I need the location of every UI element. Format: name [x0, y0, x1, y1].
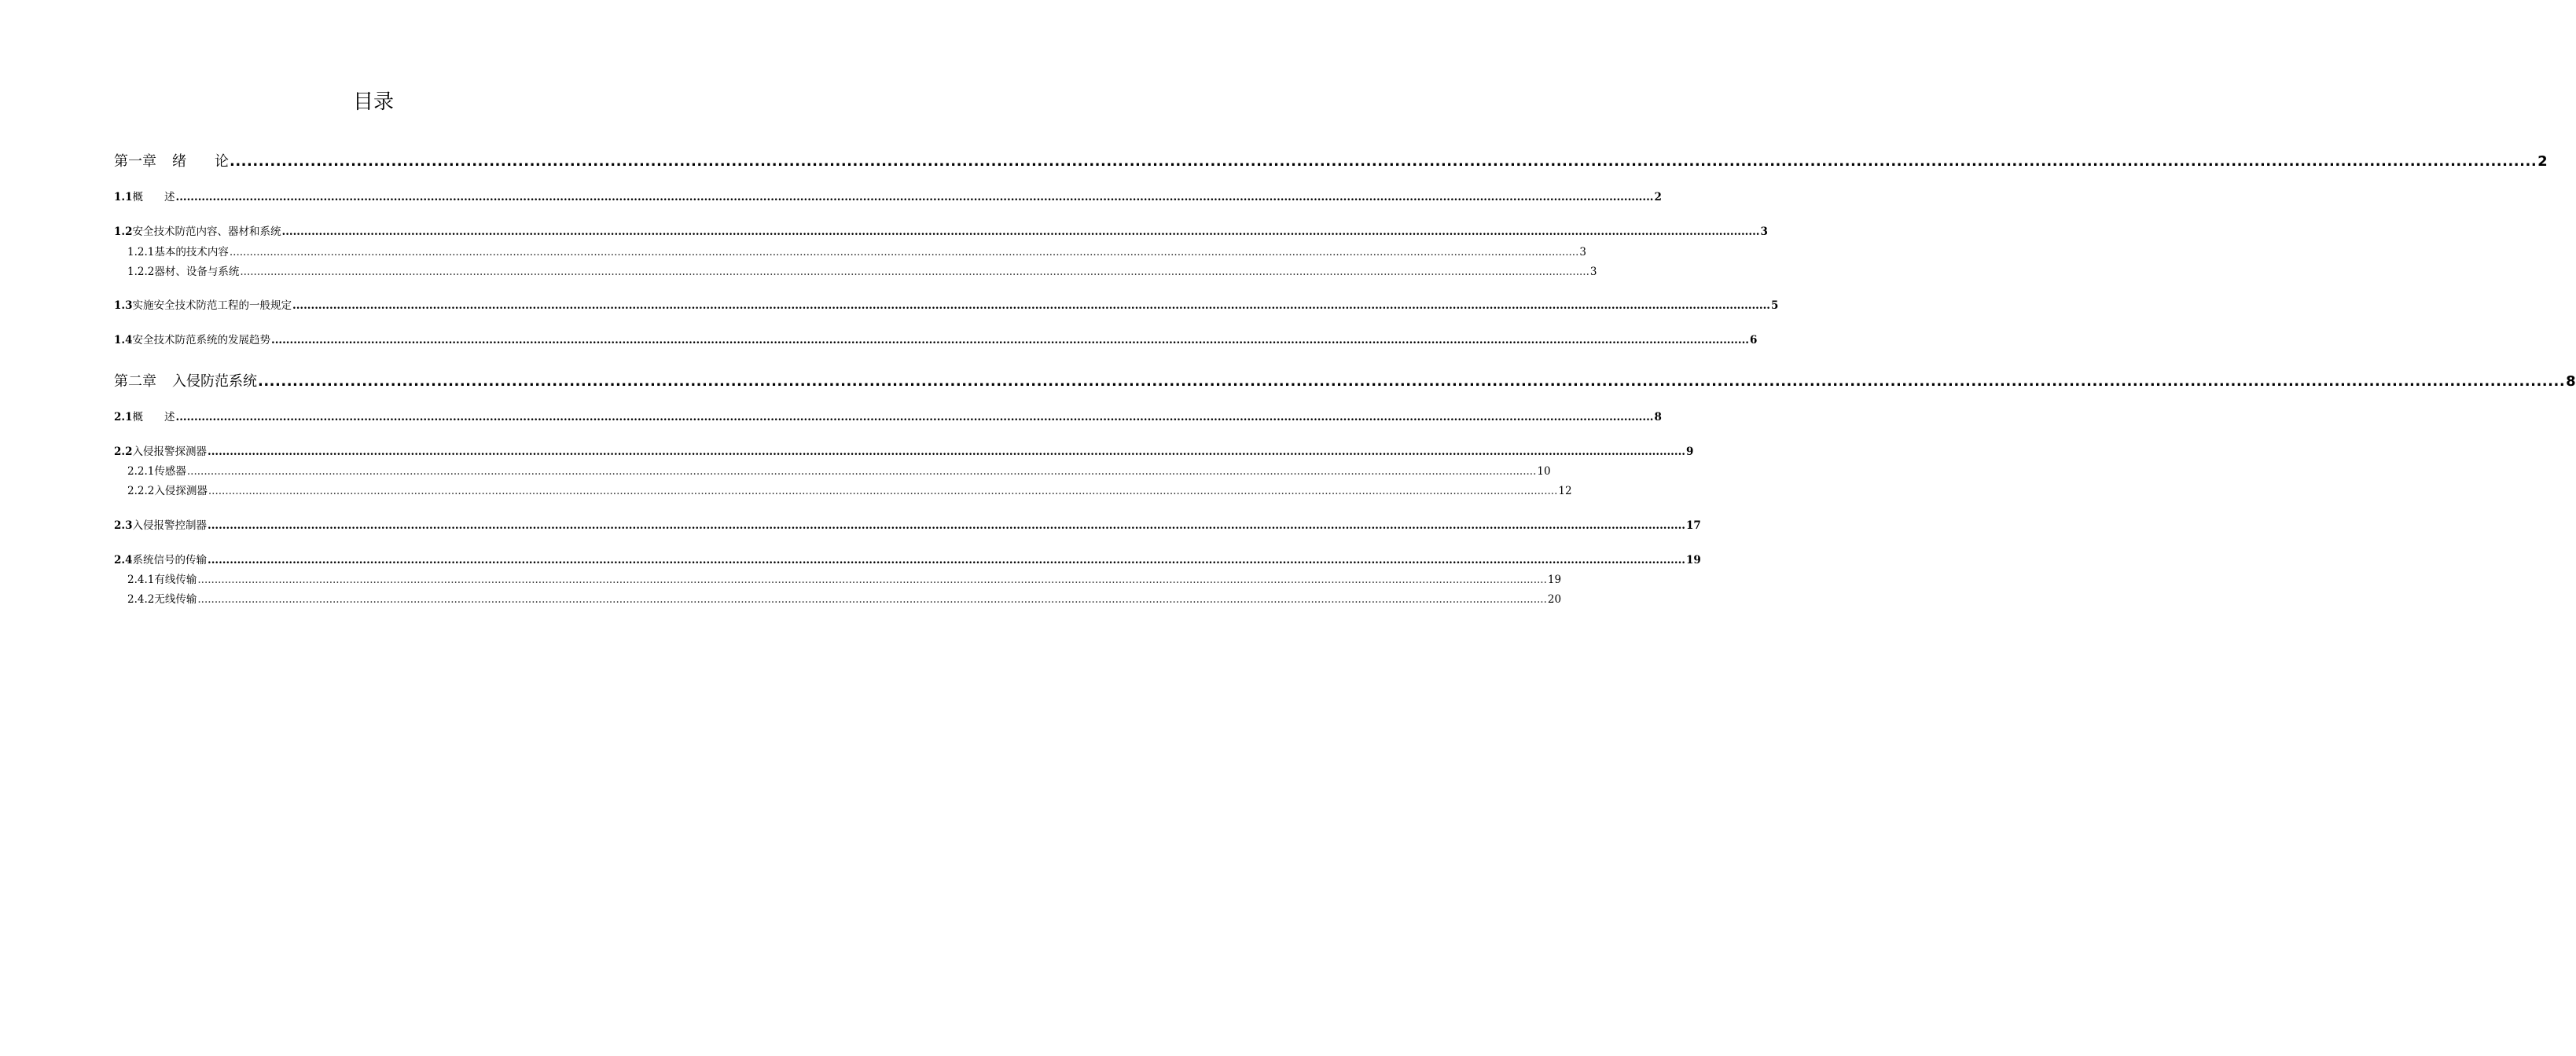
toc-entry-page: 5 — [1770, 299, 1779, 312]
toc-entry-title: 入侵报警探测器 — [132, 446, 207, 458]
toc-entry[interactable] — [127, 464, 1551, 478]
toc-entry[interactable] — [114, 410, 1662, 424]
toc-entry-page: 3 — [1579, 246, 1586, 258]
toc-entry[interactable] — [127, 265, 1597, 279]
toc-entry-title: 入侵报警控制器 — [132, 519, 207, 532]
toc-entry-page: 3 — [1760, 226, 1768, 238]
toc-entry-page: 17 — [1685, 519, 1701, 532]
toc-entry-page: 8 — [2566, 373, 2576, 390]
toc-entry-number: 1.4 — [114, 334, 133, 346]
toc-entry-page: 6 — [1749, 334, 1758, 346]
toc-entry-number: 第二章 — [114, 373, 156, 390]
toc-entry[interactable] — [114, 225, 1768, 239]
toc-entry-number: 2.2.1 — [127, 465, 155, 478]
toc-entry[interactable] — [114, 445, 1694, 459]
toc-entry-page: 19 — [1547, 574, 1562, 586]
toc-entry-page: 2 — [2537, 153, 2548, 170]
toc-entry-number: 2.4.2 — [127, 593, 155, 606]
toc-entry[interactable] — [114, 519, 1701, 533]
toc-entry-page: 2 — [1654, 191, 1662, 204]
toc-leader-dots: ................................................................................................................................................................................................................................................................................................................................................................................................................ — [208, 446, 1685, 458]
toc-leader-dots: ................................................................................................................................................................................................................................................................................................................................................................................................................ — [292, 299, 1770, 312]
toc-entry-title: 安全技术防范内容、器材和系统 — [132, 226, 281, 238]
toc-entry-number: 第一章 — [114, 153, 156, 170]
toc-entry-page: 12 — [1558, 485, 1572, 497]
toc-leader-dots: ................................................................................................................................................................................................................................................................................................................................................................................................................ — [281, 226, 1760, 238]
toc-entry-title: 系统信号的传输 — [132, 554, 207, 566]
toc-entry[interactable] — [114, 299, 1779, 313]
toc-entry[interactable] — [114, 152, 2548, 171]
toc-entry[interactable] — [127, 245, 1586, 259]
toc-entry-number: 2.2.2 — [127, 485, 155, 497]
toc-entry[interactable] — [127, 484, 1572, 498]
toc-leader-dots: ................................................................................................................................................................................................................................................................................................................................................................................................................ — [186, 465, 1537, 478]
toc-leader-dots: ................................................................................................................................................................................................................................................................................................................................................................................................................ — [208, 519, 1685, 532]
toc-entry-number: 2.4.1 — [127, 574, 155, 586]
toc-entry-title: 实施安全技术防范工程的一般规定 — [132, 299, 292, 312]
toc-entry[interactable] — [114, 333, 1758, 347]
toc-entry-page: 19 — [1685, 554, 1701, 566]
toc-entry-number: 1.2.2 — [127, 266, 155, 278]
toc-entry[interactable] — [114, 372, 2576, 391]
toc-leader-dots: ................................................................................................................................................................................................................................................................................................................................................................................................................ — [197, 574, 1547, 586]
toc-entry[interactable] — [127, 573, 1562, 587]
toc-entry-number: 2.2 — [114, 446, 133, 458]
toc-leader-dots: ................................................................................................................................................................................................................................................................................................................................................................................................................ — [230, 153, 2537, 170]
toc-leader-dots: ................................................................................................................................................................................................................................................................................................................................................................................................................ — [271, 334, 1749, 346]
toc-entry-number: 1.2.1 — [127, 246, 155, 258]
toc-entry-number: 1.3 — [114, 299, 133, 312]
toc-entry-page: 9 — [1685, 446, 1694, 458]
toc-entry-title: 入侵防范系统 — [172, 373, 257, 390]
toc-leader-dots: ................................................................................................................................................................................................................................................................................................................................................................................................................ — [175, 191, 1654, 204]
toc-leader-dots: ................................................................................................................................................................................................................................................................................................................................................................................................................ — [197, 593, 1547, 606]
toc-entry-title: 传感器 — [154, 465, 186, 478]
toc-leader-dots: ................................................................................................................................................................................................................................................................................................................................................................................................................ — [175, 411, 1654, 424]
toc-entry-title: 概 述 — [132, 411, 175, 424]
toc-title: 目录 — [352, 90, 394, 114]
toc-entry[interactable] — [127, 592, 1562, 607]
toc-entry-page: 3 — [1589, 266, 1597, 278]
toc-entry[interactable] — [114, 553, 1701, 567]
toc-entry-number: 1.2 — [114, 226, 133, 238]
toc-entry-number: 2.3 — [114, 519, 133, 532]
toc-entry-title: 器材、设备与系统 — [154, 266, 240, 278]
toc-entry-page: 20 — [1547, 593, 1562, 606]
toc-leader-dots: ................................................................................................................................................................................................................................................................................................................................................................................................................ — [240, 266, 1589, 278]
toc-entry-title: 无线传输 — [154, 593, 197, 606]
toc-entry-title: 入侵探测器 — [154, 485, 208, 497]
toc-leader-dots: ................................................................................................................................................................................................................................................................................................................................................................................................................ — [258, 373, 2566, 390]
toc-entry-title: 基本的技术内容 — [154, 246, 229, 258]
toc-leader-dots: ................................................................................................................................................................................................................................................................................................................................................................................................................ — [208, 554, 1685, 566]
toc-entry-title: 绪 论 — [172, 153, 229, 170]
toc-leader-dots: ................................................................................................................................................................................................................................................................................................................................................................................................................ — [208, 485, 1558, 497]
toc-entry-page: 8 — [1654, 411, 1662, 424]
toc-entry-number: 2.1 — [114, 411, 133, 424]
toc-leader-dots: ................................................................................................................................................................................................................................................................................................................................................................................................................ — [229, 246, 1579, 258]
toc-entry[interactable] — [114, 190, 1662, 204]
toc-entry-title: 概 述 — [132, 191, 175, 204]
toc-entry-number: 1.1 — [114, 191, 133, 204]
toc-entry-title: 有线传输 — [154, 574, 197, 586]
toc-entry-number: 2.4 — [114, 554, 133, 566]
toc-entry-title: 安全技术防范系统的发展趋势 — [132, 334, 270, 346]
toc-entry-page: 10 — [1537, 465, 1551, 478]
